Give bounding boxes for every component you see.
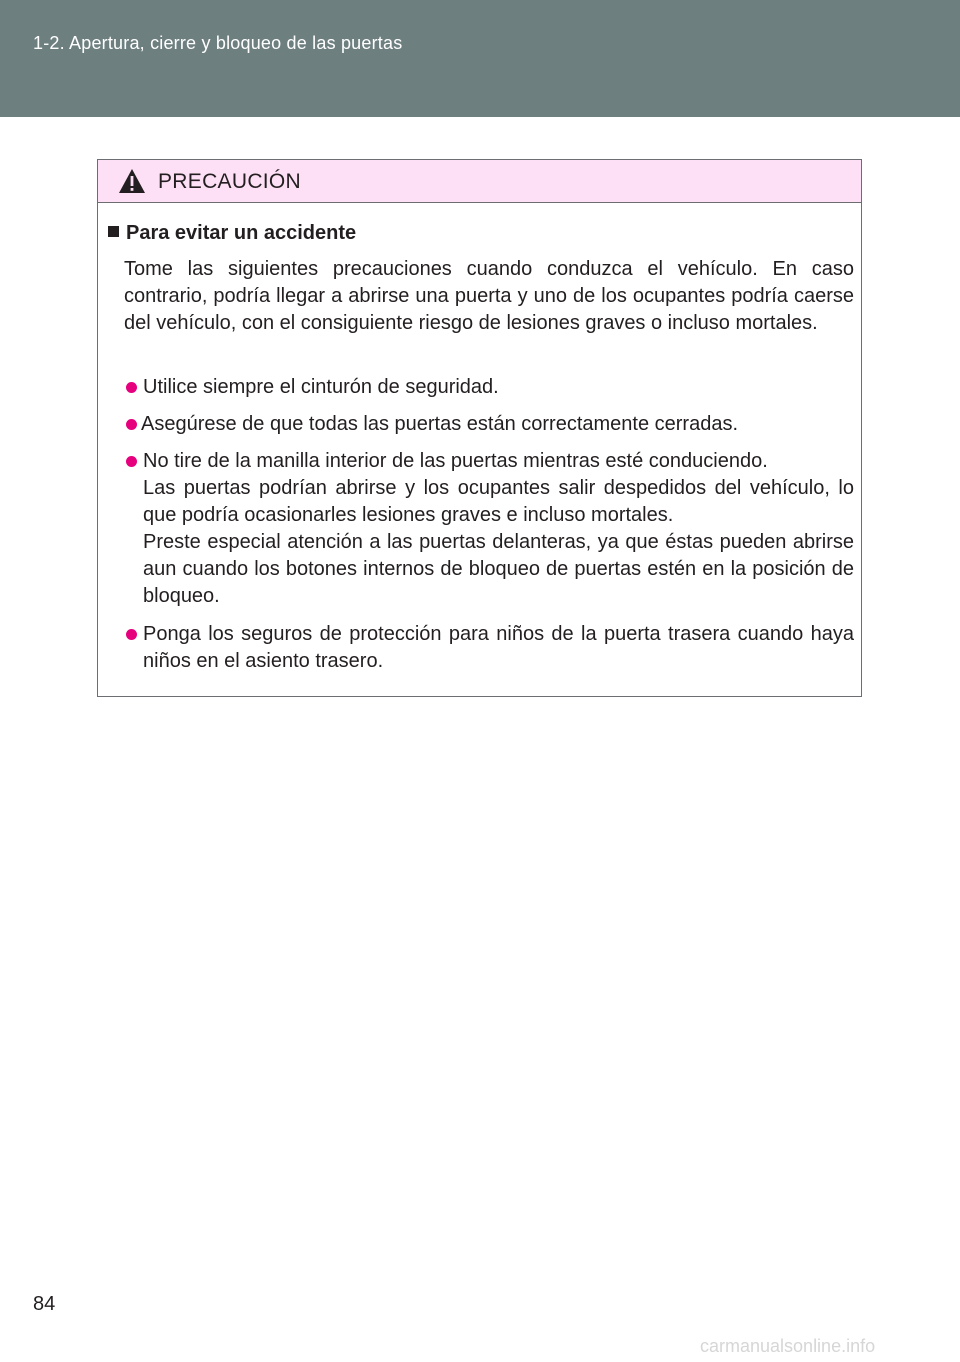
bullet-text xyxy=(143,448,854,610)
intro-paragraph: Tome las siguientes precauciones cuando conduzca el vehículo. En caso contrario, podría llegar a abrirse una puerta y uno de los ocupantes podría caerse del vehículo, con el consiguiente riesgo de lesiones graves o incluso mortales. xyxy=(124,258,854,334)
bullet-text xyxy=(143,621,854,675)
warning-triangle-icon xyxy=(118,168,146,194)
watermark: carmanualsonline.info xyxy=(700,1336,876,1356)
bullet-dot-icon xyxy=(126,419,137,430)
bullet-paragraph: Utilice siempre el cinturón de seguridad. xyxy=(143,376,499,398)
square-bullet-icon xyxy=(108,226,119,237)
section-heading xyxy=(108,222,356,245)
bullet-paragraph: Las puertas podrían abrirse y los ocupantes salir despedidos del vehículo, lo que podría ocasionarles lesiones graves e incluso mortales. xyxy=(143,477,854,526)
bullet-item-3 xyxy=(124,448,854,610)
page-header-band xyxy=(0,0,960,117)
bullet-dot-icon xyxy=(126,629,137,640)
bullet-dot-icon xyxy=(126,382,137,393)
bullet-text xyxy=(143,374,854,401)
bullet-item-4 xyxy=(124,621,854,675)
bullet-item-2 xyxy=(124,411,854,438)
caution-header xyxy=(98,160,861,203)
chapter-title: 1-2. Apertura, cierre y bloqueo de las puertas xyxy=(33,33,403,53)
bullet-paragraph: No tire de la manilla interior de las puertas mientras esté conduciendo. xyxy=(143,450,768,472)
bullet-paragraph: Ponga los seguros de protección para niños de la puerta trasera cuando haya niños en el asiento trasero. xyxy=(143,623,854,672)
bullet-dot-icon xyxy=(126,456,137,467)
bullet-paragraph: Asegúrese de que todas las puertas están correctamente cerradas. xyxy=(141,413,739,435)
caution-title: PRECAUCIÓN xyxy=(158,170,302,193)
bullet-item-1 xyxy=(124,374,854,401)
section-heading-text: Para evitar un accidente xyxy=(126,222,357,244)
bullet-text xyxy=(141,411,854,438)
page-number: 84 xyxy=(33,1293,56,1315)
bullet-paragraph: Preste especial atención a las puertas delanteras, ya que éstas pueden abrirse aun cuando los botones internos de bloqueo de puertas estén en la posición de bloqueo. xyxy=(143,531,854,607)
caution-box xyxy=(97,159,862,697)
